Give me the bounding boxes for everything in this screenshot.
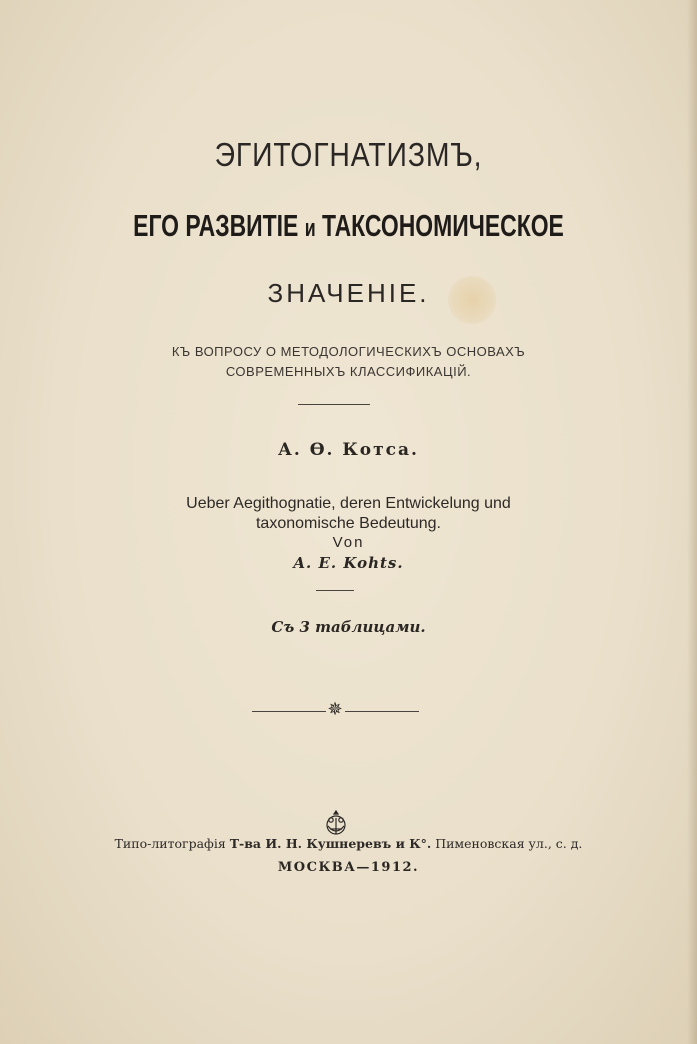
divider-rule-2 — [316, 590, 354, 591]
german-title-line-2: taxonomische Bedeutung. — [255, 515, 441, 532]
printer-imprint — [0, 836, 697, 851]
tables-note: Съ 3 таблицами. — [271, 618, 426, 636]
subtitle — [0, 342, 697, 382]
german-von: Von — [332, 534, 365, 551]
german-title — [0, 494, 697, 534]
title-line-2-part-2: ТАКСОНОМИЧЕСКОЕ — [322, 208, 564, 243]
double-headed-eagle-icon — [323, 808, 349, 838]
divider-rule-1 — [298, 404, 370, 405]
title-line-3: ЗНАЧЕНІЕ. — [267, 278, 430, 308]
german-author: A. E. Kohts. — [293, 554, 404, 572]
star-ornament-icon: ✵ — [327, 699, 343, 720]
subtitle-line-2: СОВРЕМЕННЫХЪ КЛАССИФИКАЦІЙ. — [225, 364, 472, 379]
imprint-publisher: Т-ва И. Н. Кушнеревъ и К°. — [229, 836, 432, 851]
ornament-rule-left — [252, 711, 326, 712]
title-line-2 — [91, 208, 607, 244]
author-name: А. Ѳ. Котса. — [278, 440, 419, 460]
title-line-2-conjunction: и — [304, 215, 316, 242]
city-year: МОСКВА—1912. — [277, 860, 420, 875]
german-title-line-1: Ueber Aegithognatie, deren Entwickelung und — [186, 495, 511, 512]
title-line-2-part-1: ЕГО РАЗВИТІЕ — [133, 208, 299, 243]
imprint-address: Пименовская ул., с. д. — [435, 836, 583, 851]
imprint-prefix: Типо-литографія — [114, 836, 226, 851]
subtitle-line-1: КЪ ВОПРОСУ О МЕТОДОЛОГИЧЕСКИХЪ ОСНОВАХЪ — [171, 344, 526, 359]
title-line-1: ЭГИТОГНАТИЗМЪ, — [214, 136, 483, 173]
ornament-rule-right — [345, 711, 419, 712]
